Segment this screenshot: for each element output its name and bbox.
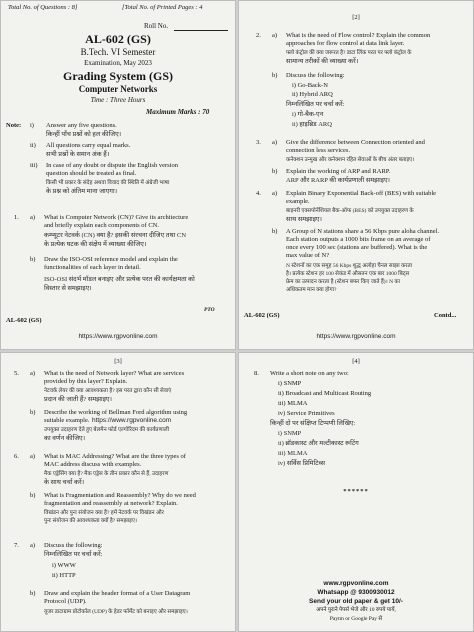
q1a-num: a) — [30, 214, 36, 221]
q4a-en-2: example. — [286, 198, 310, 205]
q1a-hi-1: कम्प्यूटर नेटवर्क (CN) क्या है? इसकी संरचना दीजिए तथा CN — [44, 232, 187, 239]
q2b-hi-item-1: i) गो-बैक-एन — [292, 111, 324, 118]
q6b-hi-2: पुनः संयोजन की आवश्यकता क्यों है? समझाइए। — [44, 518, 137, 524]
note-2-hi: सभी प्रश्नों के समान अंक हैं। — [46, 151, 110, 158]
grading-system: Grading System (GS) — [62, 69, 173, 83]
q7a-num: a) — [30, 542, 36, 549]
paper-code: AL-602 (GS) — [85, 32, 151, 46]
ad-whatsapp: Whatsapp @ 9300930012 — [317, 589, 395, 596]
q1b-en-2: functionalities of each layer in detail. — [44, 264, 141, 271]
q2a-en-2: approaches for flow control at data link layer. — [286, 40, 405, 47]
q3b-num: b) — [272, 168, 278, 175]
q7b-num: b) — [30, 590, 36, 597]
q4b-en-2: Each station outputs a 1000 bits frame on an average of — [286, 236, 431, 243]
q4a-hi-2: साथ समझाइए। — [286, 216, 322, 223]
q5b-num: b) — [30, 409, 36, 416]
q4b-hi-1: N स्टेशनों का एक समूह 56 Kbps शुद्ध अलोहा चैनल साझा करता — [286, 263, 413, 269]
q7a-en: Discuss the following: — [44, 542, 103, 549]
q1b-hi-1: ISO-OSI संदर्भ मॉडल बनाइए और प्रत्येक परत की कार्यक्षमता को — [44, 276, 195, 283]
q6b-num: b) — [30, 492, 36, 499]
q4a-hi-1: बाइनरी एक्सपोनेंशियल बैक-ऑफ (BES) को उपयुक्त उदाहरण के — [286, 208, 414, 214]
q8-item-1: i) SNMP — [278, 380, 302, 387]
page-number: [2] — [352, 14, 360, 21]
q3b-hi: ARP और RARP की कार्यप्रणाली समझाइए। — [286, 177, 390, 184]
q5a-hi-2: प्रदान की जाती हैं? समझाइए। — [44, 396, 112, 403]
q1b-num: b) — [30, 256, 36, 263]
q4a-en-1: Explain Binary Exponential Back-off (BES) with suitable — [286, 190, 437, 197]
q7a-item-1: i) WWW — [52, 562, 76, 569]
q8-item-2: ii) Broadcast and Multicast Routing — [278, 390, 372, 397]
q2b-en: Discuss the following: — [286, 72, 345, 79]
q6a-hi-2: के साथ चर्चा करें। — [44, 479, 85, 486]
q6b-en-1: What is Fragmentation and Reassembly? Why do we need — [44, 492, 196, 499]
total-pages: [Total No. of Printed Pages : 4 — [122, 4, 203, 11]
q8-num: 8. — [254, 370, 259, 377]
q5b-hi-1: उपयुक्त उदाहरण देते हुए बेलमैन फोर्ड एल्गोरिदम की कार्यप्रणाली — [44, 427, 169, 433]
q2a-hi-1: फ्लो कंट्रोल की क्या जरूरत है? डाटा लिंक परत पर फ्लो कंट्रोल के — [286, 50, 412, 56]
website-link[interactable]: https://www.rgpvonline.com — [316, 333, 396, 340]
note-2-num: ii) — [30, 142, 36, 149]
exam-page-4 — [238, 352, 474, 632]
q5a-hi-1: नेटवर्क लेयर की क्या आवश्यकता है? इस परत द्वारा कौन सी सेवाएं — [44, 388, 172, 394]
q2-num: 2. — [256, 32, 261, 39]
q5b-en-2: suitable example. — [44, 417, 90, 424]
q1a-hi-2: के प्रत्येक घटक की संक्षेप में व्याख्या कीजिए। — [44, 241, 147, 248]
q2b-hi: निम्नलिखित पर चर्चा करें: — [286, 101, 345, 108]
exam-session: Examination, May 2023 — [84, 59, 152, 67]
note-1-hi: किन्हीं पाँच प्रश्नों को हल कीजिए। — [46, 131, 122, 138]
q6a-en-1: What is MAC Addressing? What are the three types of — [44, 453, 186, 460]
exam-page-2 — [238, 0, 474, 350]
q8-hi-item-1: i) SNMP — [278, 430, 302, 437]
q5a-en-2: provided by this layer? Explain. — [44, 378, 128, 385]
website-link[interactable]: https://www.rgpvonline.com — [78, 333, 158, 340]
ad-payment: Paytm or Google Pay से — [329, 616, 383, 622]
q2b-item-1: i) Go-Back-N — [292, 82, 328, 89]
q2a-hi-2: सामान्य तरीकों की व्याख्या करें। — [286, 58, 359, 65]
q5a-en-1: What is the need of Network layer? What are services — [44, 370, 185, 377]
q5a-num: a) — [30, 370, 36, 377]
course-title: B.Tech. VI Semester — [80, 47, 156, 57]
q1b-hi-2: विस्तार से समझाइए। — [44, 285, 92, 292]
q6a-hi-1: मैक एड्रेसिंग क्या है? मैक एड्रेस के तीन प्रकार कौन से हैं, उदाहरण — [44, 471, 169, 477]
page2-footer-code: AL-602 (GS) — [244, 312, 280, 319]
q1a-en-2: and briefly explain each components of CN. — [44, 222, 159, 229]
time-allowed: Time : Three Hours — [90, 96, 146, 104]
note-3-num: iii) — [30, 162, 38, 169]
q3a-hi: कनेक्शन उन्मुख और कनेक्शन रहित सेवाओं के बीच अंतर बताइए। — [286, 157, 415, 163]
total-questions: Total No. of Questions : 8] — [8, 4, 78, 11]
note-3-hi-1: किसी भी प्रकार के संदेह अथवा विवाद की स्थिति में अंग्रेजी भाषा — [46, 180, 170, 186]
q5b-hi-2: का वर्णन कीजिए। — [44, 435, 86, 442]
q8-en: Write a short note on any two: — [270, 370, 349, 377]
q1a-en-1: What is Computer Network (CN)? Give its architecture — [44, 214, 189, 221]
q3b-en: Explain the working of ARP and RARP. — [286, 168, 391, 175]
page-number: [3] — [114, 358, 122, 365]
subject-title: Computer Networks — [78, 84, 158, 94]
q4-num: 4. — [256, 190, 261, 197]
q4b-en-1: A Group of N stations share a 56 Kbps pure aloha channel. — [286, 228, 440, 235]
q8-hi-item-2: ii) ब्रॉडकास्ट और मल्टीकास्ट रूटिंग — [278, 440, 359, 447]
q2b-hi-item-2: ii) हाइब्रिड ARQ — [292, 121, 332, 128]
q4a-num: a) — [272, 190, 278, 197]
q2b-num: b) — [272, 72, 278, 79]
q8-hi-item-3: iii) MLMA — [278, 450, 308, 457]
note-1-en: Answer any five questions. — [46, 122, 117, 129]
q5b-en-1: Describe the working of Bellman Ford algorithm using — [44, 409, 188, 416]
q7a-hi: निम्नलिखित पर चर्चा करें: — [44, 551, 103, 558]
q8-item-4: iv) Service Primitives — [278, 410, 335, 417]
ad-hindi: अपने पुराने पेपर्स भेजे और 10 रुपये पायें, — [316, 607, 396, 613]
roll-no-line — [174, 30, 228, 31]
q8-hi: किन्हीं दो पर संक्षिप्त टिप्पणी लिखिए: — [270, 420, 356, 427]
website-link[interactable]: https://www.rgpvonline.com — [92, 417, 172, 424]
q8-hi-item-4: iv) सर्विस प्रिमिटिव्स — [278, 460, 326, 467]
q6b-en-2: fragmentation and reassembly at network? Explain. — [44, 500, 178, 507]
q1b-en-1: Draw the ISO-OSI reference model and explain the — [44, 256, 178, 263]
q1-num: 1. — [14, 214, 19, 221]
q7b-en-2: Protocol (UDP). — [44, 598, 87, 605]
q4b-hi-4: अधिकतम मान क्या होगा? — [286, 287, 337, 293]
q7-num: 7. — [14, 542, 19, 549]
q6a-num: a) — [30, 453, 36, 460]
note-2-en: All questions carry equal marks. — [46, 142, 131, 149]
q2a-num: a) — [272, 32, 278, 39]
page-number: [4] — [352, 358, 360, 365]
q3a-en-1: Give the difference between Connection oriented and — [286, 139, 425, 146]
ad-website[interactable]: www.rgpvonline.com — [323, 580, 389, 587]
q4b-num: b) — [272, 228, 278, 235]
exam-page-3 — [0, 352, 236, 632]
q4b-en-4: max value of N? — [286, 252, 330, 259]
q2b-item-2: ii) Hybrid ARQ — [292, 91, 333, 98]
roll-no-label: Roll No. — [144, 22, 169, 30]
ad-send-paper: Send your old paper & get 10/- — [309, 598, 403, 605]
q7b-hi: यूजर डाटाग्राम प्रोटोकॉल (UDP) के हेडर फॉर्मेट को बनाइए और समझाइए। — [44, 609, 188, 615]
end-stars: ****** — [343, 488, 369, 495]
max-marks: Maximum Marks : 70 — [146, 108, 210, 116]
note-3-en-1: In case of any doubt or dispute the English version — [46, 162, 178, 169]
q3a-en-2: connection less services. — [286, 147, 351, 154]
q8-item-3: iii) MLMA — [278, 400, 308, 407]
q6a-en-2: MAC address discuss with examples. — [44, 461, 142, 468]
q4b-en-3: once every 100 sec (stations are buffered). What is the — [286, 244, 428, 251]
q3-num: 3. — [256, 139, 261, 146]
exam-page-1 — [0, 0, 236, 350]
q3a-num: a) — [272, 139, 278, 146]
q6b-hi-1: विखंडन और पुनः संयोजन क्या है? हमें नेटवर्क पर विखंडन और — [44, 510, 164, 516]
q7a-item-2: ii) HTTP — [52, 572, 76, 579]
note-1-num: i) — [30, 122, 34, 129]
page1-footer-code: AL-602 (GS) — [6, 317, 42, 324]
q4b-hi-3: फ्रेम का उत्पादन करता है (स्टेशन बफर किए जाते हैं)। N का — [286, 279, 401, 285]
contd-label: Contd... — [434, 312, 457, 319]
note-3-hi-2: के प्रश्न को अंतिम माना जाएगा। — [46, 188, 118, 195]
q5-num: 5. — [14, 370, 19, 377]
note-label: Note: — [6, 122, 22, 129]
q4b-hi-2: है। प्रत्येक स्टेशन हर 100 सेकंड में औसतन एक बार 1000 बिट्स — [286, 271, 410, 277]
pto-label: PTO — [204, 307, 215, 313]
q6-num: 6. — [14, 453, 19, 460]
note-3-en-2: question should be treated as final. — [46, 170, 137, 177]
q2a-en-1: What is the need of Flow control? Explain the common — [286, 32, 431, 39]
q7b-en-1: Draw and explain the header format of a User Datagram — [44, 590, 191, 597]
